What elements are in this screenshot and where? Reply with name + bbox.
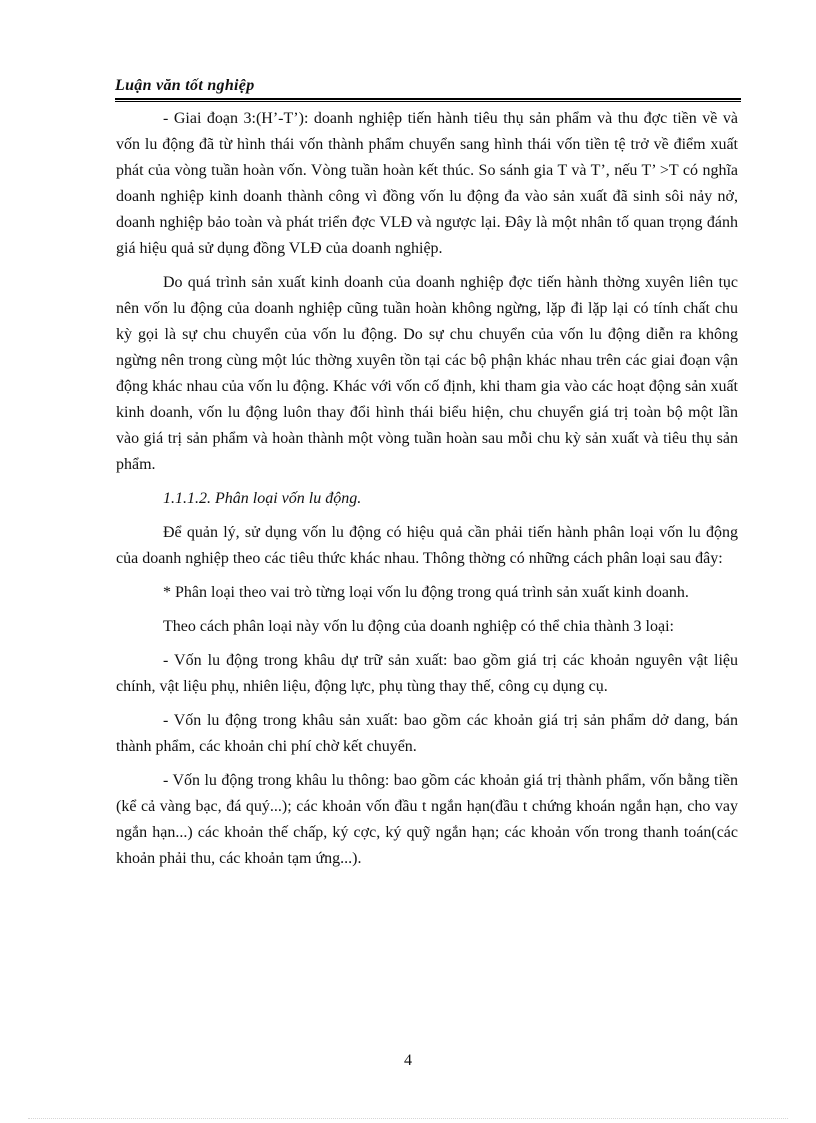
header-rule	[115, 98, 741, 102]
bottom-dotted-border	[28, 1118, 788, 1119]
page-header-title: Luận văn tốt nghiệp	[115, 77, 255, 94]
section-heading-phan-loai: 1.1.1.2. Phân loại vốn lu động.	[163, 490, 362, 507]
paragraph-3-loai: Theo cách phân loại này vốn lu động của doanh nghiệp có thể chia thành 3 loại:	[163, 618, 674, 635]
paragraph-chu-chuyen: Do quá trình sản xuất kinh doanh của doanh nghiệp đợc tiến hành thờng xuyên liên tục nên vốn lu động của doanh nghiệp cũng tuần hoàn không ngừng, lặp đi lặp lại có tính chất chu kỳ gọi là sự chu chuyển của vốn lu động. Do sự chu chuyển của vốn lu động diễn ra không ngừng nên trong cùng một lúc thờng xuyên tồn tại các bộ phận khác nhau trên các giai đoạn vận động khác nhau của vốn lu động. Khác với vốn cố định, khi tham gia vào các hoạt động sản xuất kinh doanh, vốn lu động luôn thay đổi hình thái biểu hiện, chu chuyển giá trị toàn bộ một lần vào giá trị sản phẩm và hoàn thành một vòng tuần hoàn sau mỗi chu kỳ sản xuất và tiêu thụ sản phẩm.	[116, 274, 738, 473]
paragraph-phan-loai-vai-tro: * Phân loại theo vai trò từng loại vốn lu động trong quá trình sản xuất kinh doanh.	[163, 584, 689, 601]
paragraph-khau-lu-thong: - Vốn lu động trong khâu lu thông: bao gồm các khoản giá trị thành phẩm, vốn bằng tiền (kể cả vàng bạc, đá quý...); các khoản vốn đầu t ngắn hạn(đầu t chứng khoán ngắn hạn, cho vay ngắn hạn...) các khoản thế chấp, ký cợc, ký quỹ ngắn hạn; các khoản vốn trong thanh toán(các khoản phải thu, các khoản tạm ứng...).	[116, 772, 738, 867]
paragraph-giai-doan-3: - Giai đoạn 3:(H’-T’): doanh nghiệp tiến hành tiêu thụ sản phẩm và thu đợc tiền về và vốn lu động đã từ hình thái vốn thành phẩm chuyển sang hình thái vốn tiền tệ trở về điểm xuất phát của vòng tuần hoàn vốn. Vòng tuần hoàn kết thúc. So sánh gia T và T’, nếu T’ >T có nghĩa doanh nghiệp kinh doanh thành công vì đồng vốn lu động đa vào sản xuất đã sinh sôi nảy nở, doanh nghiệp bảo toàn và phát triển đợc VLĐ và ngược lại. Đây là một nhân tố quan trọng đánh giá hiệu quả sử dụng đồng VLĐ của doanh nghiệp.	[116, 110, 738, 257]
paragraph-du-tru-san-xuat: - Vốn lu động trong khâu dự trữ sản xuất: bao gồm giá trị các khoản nguyên vật liệu chính, vật liệu phụ, nhiên liệu, động lực, phụ tùng thay thế, công cụ dụng cụ.	[116, 652, 738, 695]
document-body	[116, 106, 738, 880]
paragraph-quan-ly: Để quản lý, sử dụng vốn lu động có hiệu quả cần phải tiến hành phân loại vốn lu động của doanh nghiệp theo các tiêu thức khác nhau. Thông thờng có những cách phân loại sau đây:	[116, 524, 738, 567]
paragraph-khau-san-xuat: - Vốn lu động trong khâu sản xuất: bao gồm các khoản giá trị sản phẩm dở dang, bán thành phẩm, các khoản chi phí chờ kết chuyển.	[116, 712, 738, 755]
page-number: 4	[404, 1052, 412, 1069]
